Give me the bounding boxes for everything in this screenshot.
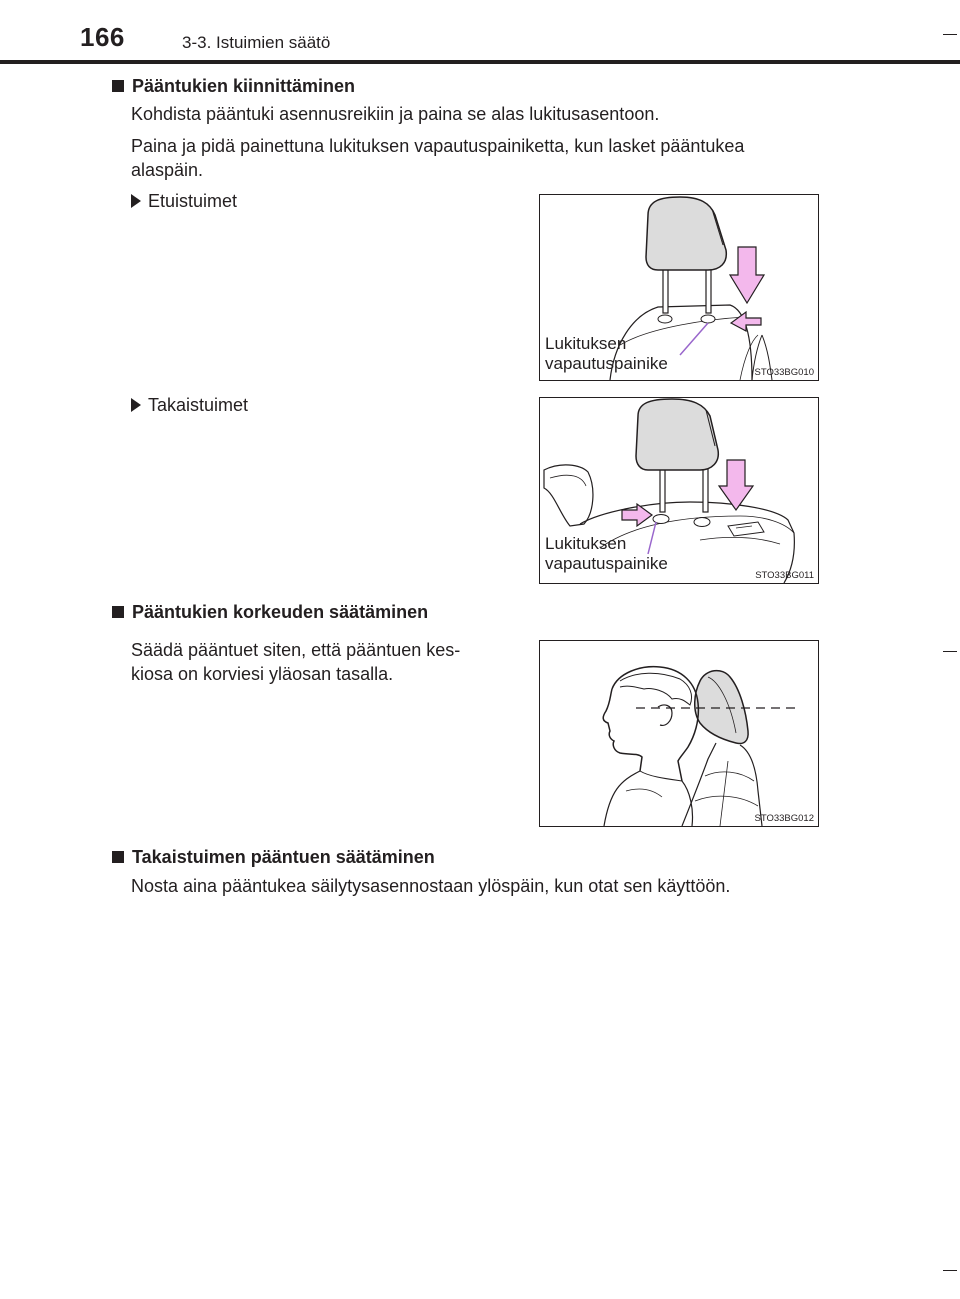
figure-rear-headrest <box>539 397 819 584</box>
crop-mark <box>943 651 957 652</box>
callout-release-button-rear: Lukituksen vapautuspainike <box>545 534 668 573</box>
subheading-front-seats: Etuistuimet <box>131 191 237 212</box>
attach-paragraph-1: Kohdista pääntuki asennusreikiin ja paina se alas lukitusasentoon. <box>131 104 660 124</box>
square-bullet-icon <box>112 80 124 92</box>
figure-code-front: STO33BG010 <box>754 367 814 378</box>
subheading-rear-seats: Takaistuimet <box>131 395 248 416</box>
header-rule <box>0 60 960 64</box>
section-heading-rear-adjust: Takaistuimen pääntuen säätäminen <box>112 847 435 868</box>
square-bullet-icon <box>112 606 124 618</box>
triangle-bullet-icon <box>131 194 141 208</box>
chapter-title: 3-3. Istuimien säätö <box>182 33 331 52</box>
callout-release-button-front: Lukituksen vapautuspainike <box>545 334 668 373</box>
crop-mark <box>943 1270 957 1271</box>
figure-code-height: STO33BG012 <box>754 813 814 824</box>
triangle-bullet-icon <box>131 398 141 412</box>
square-bullet-icon <box>112 851 124 863</box>
head-position-illustration <box>540 641 818 826</box>
height-paragraph: Säädä pääntuet siten, että pääntuen kes- kiosa on korviesi yläosan tasalla. <box>131 640 461 684</box>
figure-front-headrest <box>539 194 819 381</box>
crop-mark <box>943 34 957 35</box>
section-heading-attach: Pääntukien kiinnittäminen <box>112 76 355 97</box>
figure-headrest-height <box>539 640 819 827</box>
page-number: 166 <box>80 22 125 52</box>
figure-code-rear: STO33BG011 <box>755 570 814 581</box>
section-heading-height: Pääntukien korkeuden säätäminen <box>112 602 428 623</box>
rear-adjust-paragraph: Nosta aina pääntukea säilytysasennostaan ylöspäin, kun otat sen käyttöön. <box>131 876 731 896</box>
attach-paragraph-2: Paina ja pidä painettuna lukituksen vapautuspainiketta, kun lasket pääntukea alaspäin. <box>131 136 745 180</box>
